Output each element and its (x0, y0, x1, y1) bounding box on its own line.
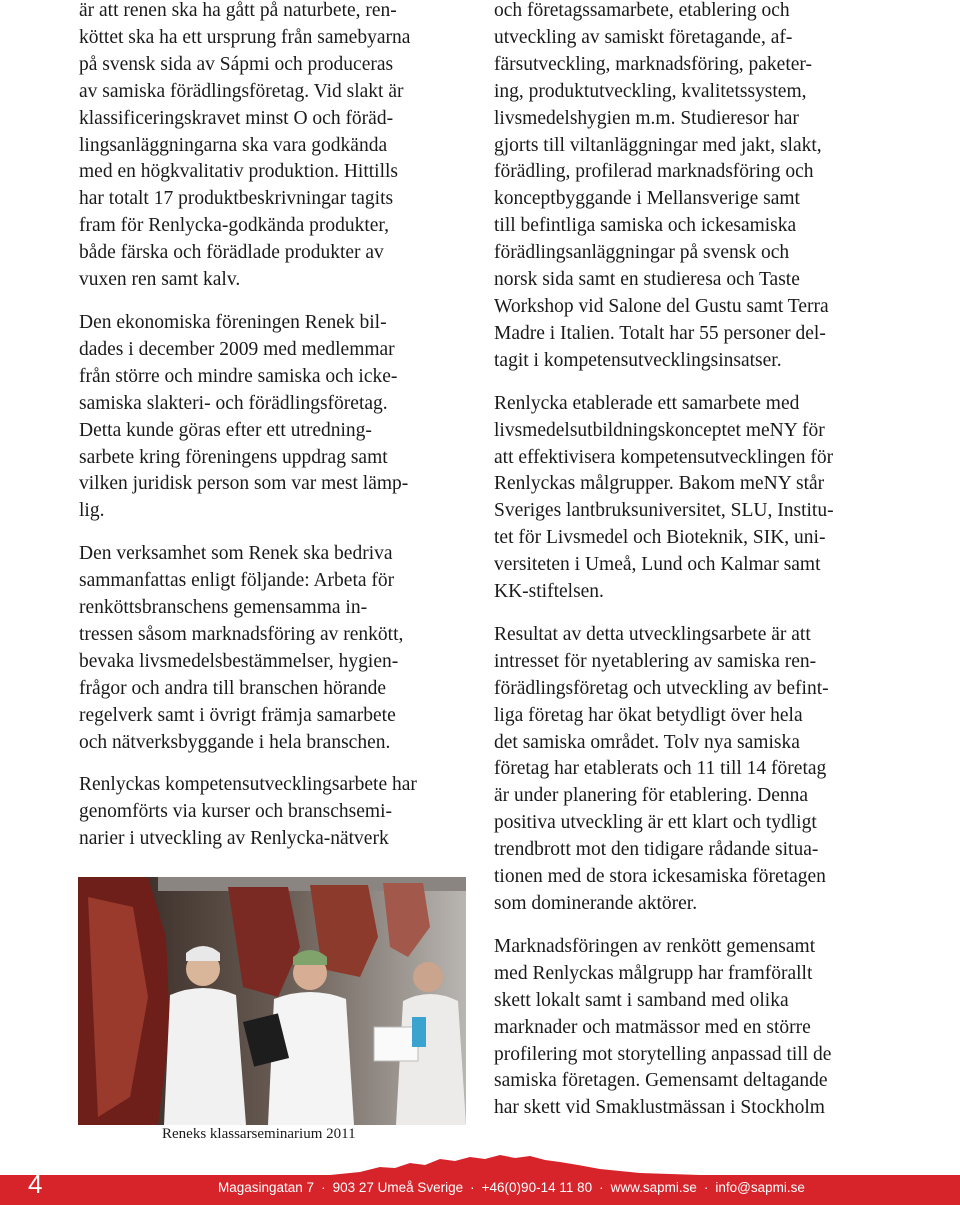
seminar-photo (78, 877, 466, 1125)
body-paragraph: Den ekonomiska föreningen Renek bil- dades i december 2009 med medlemmar från större och mindre samiska och icke- samiska slakteri- och förädlingsföretag. Detta kunde göras efter ett utredning- sarbete kring föreningens uppdrag samt vilken juridisk person som var mest lämp- lig. (79, 311, 409, 522)
body-paragraph: Marknadsföringen av renkött gemensamt med Renlyckas målgrupp har framförallt skett lokalt samt i samband med olika marknader och matmässor med en större profilering mot storytelling anpassad till de samiska företagen. Gemensamt deltagande har skett vid Smaklustmässan i Stockholm (494, 935, 832, 1119)
footer-email-link[interactable]: info@sapmi.se (715, 1180, 805, 1195)
footer-separator: · (321, 1180, 326, 1195)
footer-address: Magasingatan 7 (218, 1180, 315, 1195)
body-paragraph: Resultat av detta utvecklingsarbete är att intresset för nyetablering av samiska ren- förädlingsföretag och utveckling av befint- liga företag har ökat betydligt över hela det samiska området. Tolv nya samiska företag har etablerats och 11 till 14 företag är under planering för etablering. Denna positiva utveckling är ett klart och tydligt trendbrott mot den tidigare rådande situa- tionen med de stora ickesamiska företagen som dominerande aktörer. (494, 623, 829, 914)
page-number: 4 (28, 1169, 43, 1199)
body-paragraph: är att renen ska ha gått på naturbete, ren- köttet ska ha ett ursprung från samebyarna på svensk sida av Sápmi och produceras av samiska förädlingsföretag. Vid slakt är klassificeringskravet minst O och föräd- lingsanläggningarna ska vara godkända med en högkvalitativ produktion. Hittills har totalt 17 produktbeskrivningar tagits fram för Renlycka-godkända produkter, både färska och förädlade produkter av vuxen ren samt kalv. (79, 0, 411, 291)
right-column (494, 0, 894, 1138)
footer-separator: · (599, 1180, 604, 1195)
footer-phone: +46(0)90-14 11 80 (481, 1180, 593, 1195)
body-paragraph: Renlyckas kompetensutvecklingsarbete har genomförts via kurser och branschsemi- narier i utveckling av Renlycka-nätverk (79, 774, 417, 850)
body-paragraph: Renlycka etablerade ett samarbete med livsmedelsutbildningskonceptet meNY för att effektivisera kompetensutvecklingen för Renlyckas målgrupper. Bakom meNY står Sveriges lantbruksuniversitet, SLU, Institu- tet för Livsmedel och Bioteknik, SIK, uni- versiteten i Umeå, Lund och Kalmar samt KK-stiftelsen. (494, 392, 834, 603)
body-paragraph: och företagssamarbete, etablering och utveckling av samiskt företagande, af- färsutveckling, marknadsföring, paketer- ing, produktutveckling, kvalitetssystem, livsmedelshygien m.m. Studieresor har gjorts till viltanläggningar med jakt, slakt, förädling, profilerad marknadsföring och konceptbyggande i Mellansverige samt till befintliga samiska och ickesamiska förädlingsanläggningar på svensk och norsk sida samt en studieresa och Taste Workshop vid Salone del Gustu samt Terra Madre i Italien. Totalt har 55 personer del- tagit i kompetensutvecklingsinsatser. (494, 0, 829, 371)
footer-website-link[interactable]: www.sapmi.se (610, 1180, 697, 1195)
seminar-photo-illustration (78, 877, 466, 1125)
footer-contact (218, 1178, 805, 1198)
footer-postal: 903 27 Umeå Sverige (332, 1180, 464, 1195)
left-column (79, 0, 471, 869)
body-paragraph: Den verksamhet som Renek ska bedriva sammanfattas enligt följande: Arbeta för renköttsbranschens gemensamma in- tressen såsom marknadsföring av renkött, bevaka livsmedelsbestämmelser, hygien- frågor och andra till branschen hörande regelverk samt i övrigt främja samarbete och nätverksbyggande i hela branschen. (79, 543, 404, 753)
footer-separator: · (470, 1180, 475, 1195)
footer-separator: · (703, 1180, 709, 1195)
photo-caption: Reneks klassarseminarium 2011 (162, 1126, 356, 1142)
